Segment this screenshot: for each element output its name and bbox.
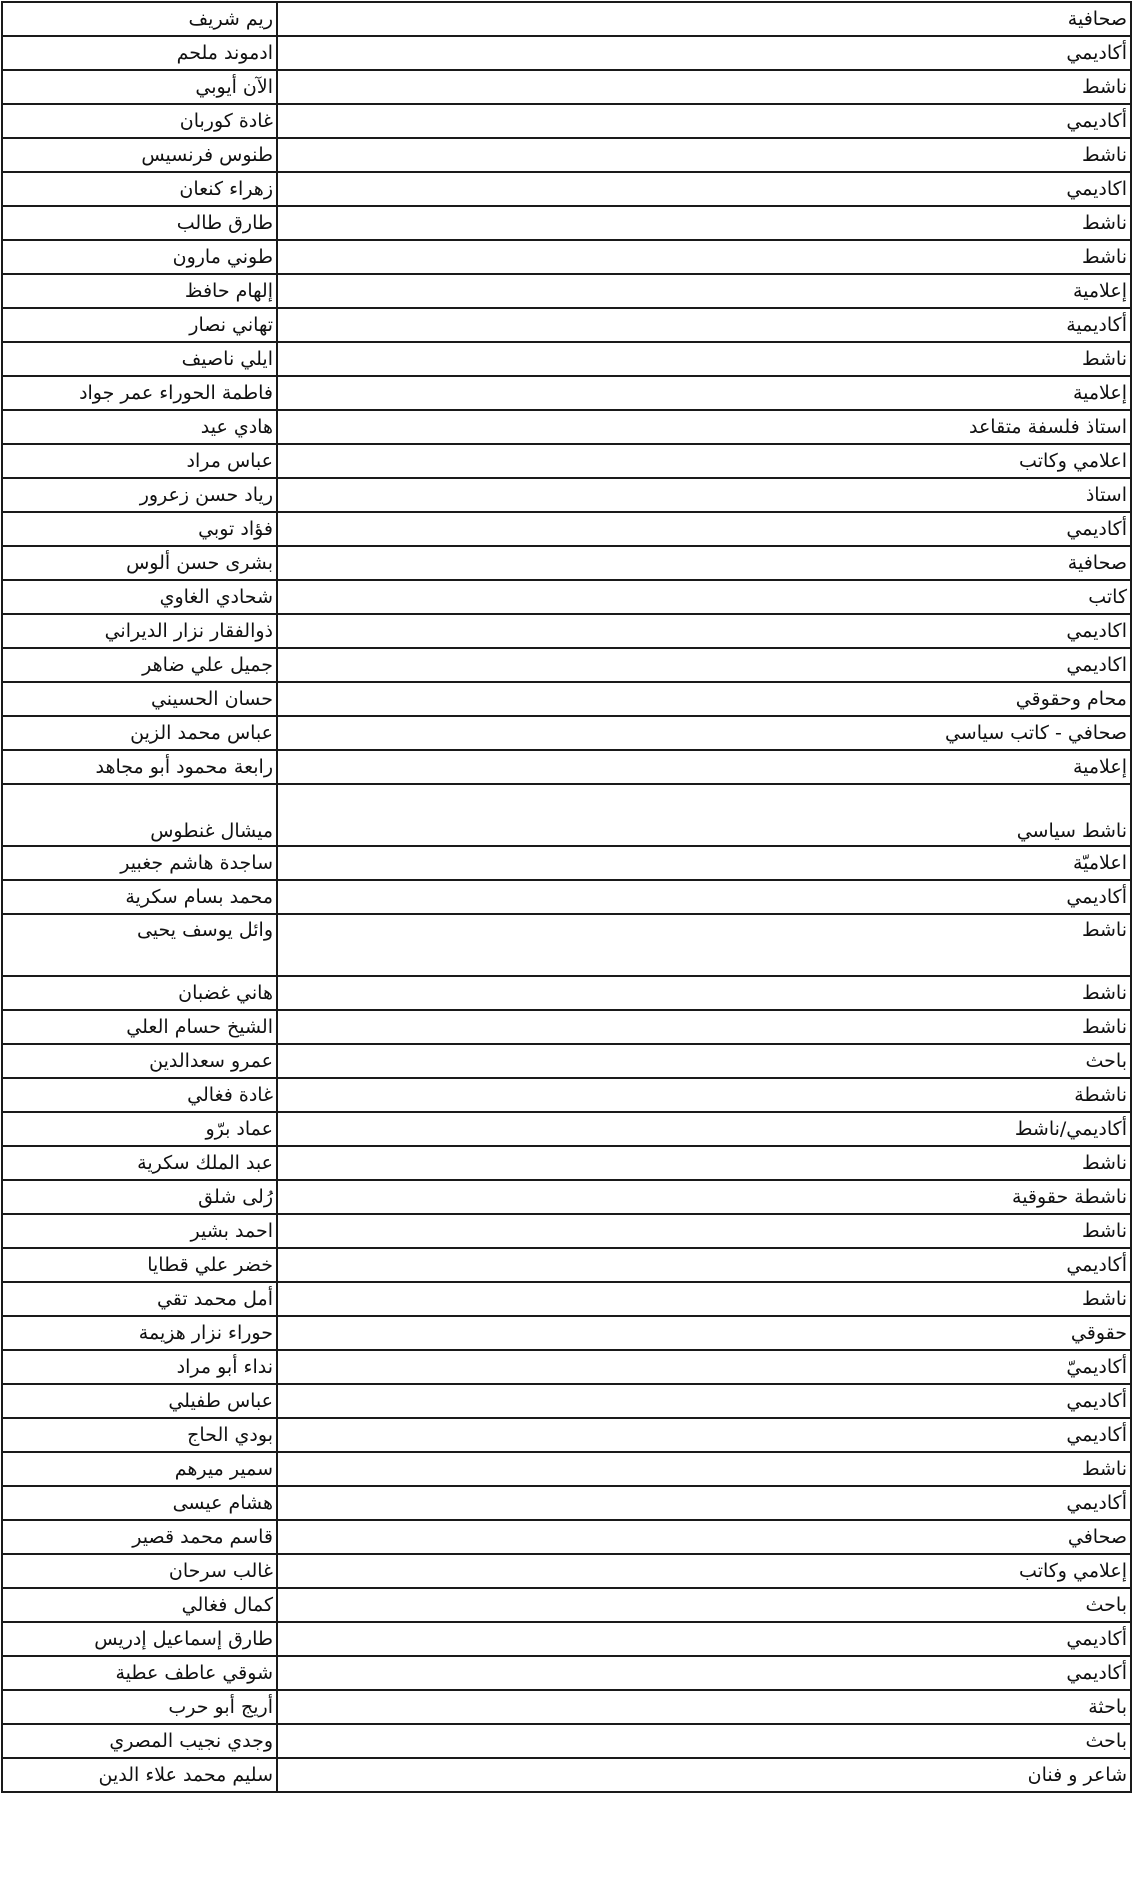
role-cell[interactable]: أكاديمي	[277, 36, 1131, 70]
table-row	[2, 1588, 1131, 1622]
name-cell[interactable]: الشيخ حسام العلي	[2, 1010, 277, 1044]
name-cell[interactable]: عماد برّو	[2, 1112, 277, 1146]
role-cell[interactable]: أكاديمي	[277, 1486, 1131, 1520]
name-cell[interactable]: خضر علي قطايا	[2, 1248, 277, 1282]
name-cell[interactable]: شحادي الغاوي	[2, 580, 277, 614]
table-row	[2, 1282, 1131, 1316]
role-cell[interactable]: ناشط	[277, 240, 1131, 274]
table-row	[2, 1418, 1131, 1452]
name-cell[interactable]: عباس محمد الزين	[2, 716, 277, 750]
role-cell[interactable]: ناشط	[277, 342, 1131, 376]
table-row	[2, 376, 1131, 410]
role-cell[interactable]: أكاديمي	[277, 104, 1131, 138]
name-cell[interactable]: رُلى شلق	[2, 1180, 277, 1214]
name-cell[interactable]: غادة كوربان	[2, 104, 277, 138]
role-cell[interactable]: أكاديمي	[277, 1656, 1131, 1690]
table-row	[2, 240, 1131, 274]
table-row	[2, 1316, 1131, 1350]
table-row	[2, 750, 1131, 784]
name-cell[interactable]: سمير ميرهم	[2, 1452, 277, 1486]
name-cell[interactable]: احمد بشير	[2, 1214, 277, 1248]
role-cell[interactable]: ناشط	[277, 1010, 1131, 1044]
table-row	[2, 546, 1131, 580]
name-cell[interactable]: بشرى حسن ألوس	[2, 546, 277, 580]
table-row	[2, 138, 1131, 172]
role-cell[interactable]: ناشط	[277, 206, 1131, 240]
table-row	[2, 1486, 1131, 1520]
table-row	[2, 682, 1131, 716]
name-cell[interactable]: الآن أيوبي	[2, 70, 277, 104]
table-row	[2, 1656, 1131, 1690]
name-cell[interactable]: طنوس فرنسيس	[2, 138, 277, 172]
table-row	[2, 648, 1131, 682]
name-cell[interactable]: ساجدة هاشم جغبير	[2, 846, 277, 880]
role-cell[interactable]: كاتب	[277, 580, 1131, 614]
role-cell[interactable]: ناشط	[277, 1282, 1131, 1316]
table-row	[2, 1180, 1131, 1214]
table-row	[2, 444, 1131, 478]
name-cell[interactable]: ميشال غنطوس	[2, 784, 277, 846]
role-cell[interactable]: أكاديمي	[277, 880, 1131, 914]
table-row	[2, 1248, 1131, 1282]
role-cell[interactable]: ناشط	[277, 70, 1131, 104]
role-cell[interactable]: أكاديميّ	[277, 1350, 1131, 1384]
table-row	[2, 70, 1131, 104]
table-row	[2, 1078, 1131, 1112]
role-cell[interactable]: ناشط	[277, 1452, 1131, 1486]
name-cell[interactable]: غادة فغالي	[2, 1078, 277, 1112]
role-cell[interactable]: ناشطة	[277, 1078, 1131, 1112]
table-row	[2, 1146, 1131, 1180]
table-row	[2, 478, 1131, 512]
name-cell[interactable]: نداء أبو مراد	[2, 1350, 277, 1384]
table-row	[2, 716, 1131, 750]
table-row	[2, 1622, 1131, 1656]
name-cell[interactable]: وائل يوسف يحيى	[2, 914, 277, 976]
name-cell[interactable]: كمال فغالي	[2, 1588, 277, 1622]
name-cell[interactable]: وجدي نجيب المصري	[2, 1724, 277, 1758]
name-cell[interactable]: أريج أبو حرب	[2, 1690, 277, 1724]
role-cell[interactable]: أكاديمي	[277, 1248, 1131, 1282]
name-cell[interactable]: فؤاد توبي	[2, 512, 277, 546]
name-cell[interactable]: طارق إسماعيل إدريس	[2, 1622, 277, 1656]
table-row	[2, 512, 1131, 546]
role-cell[interactable]: إعلامي وكاتب	[277, 1554, 1131, 1588]
role-cell[interactable]: ناشط	[277, 976, 1131, 1010]
name-cell[interactable]: غالب سرحان	[2, 1554, 277, 1588]
table-row	[2, 1554, 1131, 1588]
name-cell[interactable]: ريم شريف	[2, 2, 277, 36]
role-cell[interactable]: باحث	[277, 1588, 1131, 1622]
role-cell[interactable]: باحث	[277, 1724, 1131, 1758]
name-cell[interactable]: طارق طالب	[2, 206, 277, 240]
name-cell[interactable]: رياد حسن زعرور	[2, 478, 277, 512]
table-row	[2, 410, 1131, 444]
name-cell[interactable]: سليم محمد علاء الدين	[2, 1758, 277, 1792]
table-row	[2, 1758, 1131, 1792]
table-row	[2, 1520, 1131, 1554]
role-cell[interactable]: ناشط	[277, 1146, 1131, 1180]
role-cell[interactable]: شاعر و فنان	[277, 1758, 1131, 1792]
table-row	[2, 1384, 1131, 1418]
table-row	[2, 1112, 1131, 1146]
role-cell[interactable]: صحافية	[277, 2, 1131, 36]
role-cell[interactable]: اكاديمي	[277, 172, 1131, 206]
table-row	[2, 1010, 1131, 1044]
name-cell[interactable]: ايلي ناصيف	[2, 342, 277, 376]
role-cell[interactable]: باحثة	[277, 1690, 1131, 1724]
role-cell[interactable]: إعلامية	[277, 376, 1131, 410]
role-cell[interactable]: إعلامية	[277, 750, 1131, 784]
role-cell[interactable]: اعلاميّة	[277, 846, 1131, 880]
name-cell[interactable]: زهراء كنعان	[2, 172, 277, 206]
table-row	[2, 580, 1131, 614]
name-cell[interactable]: أمل محمد تقي	[2, 1282, 277, 1316]
role-cell[interactable]: استاذ	[277, 478, 1131, 512]
name-cell[interactable]: جميل علي ضاهر	[2, 648, 277, 682]
role-cell[interactable]: حقوقي	[277, 1316, 1131, 1350]
name-cell[interactable]: شوقي عاطف عطية	[2, 1656, 277, 1690]
table-row	[2, 36, 1131, 70]
name-cell[interactable]: عبد الملك سكرية	[2, 1146, 277, 1180]
role-cell[interactable]: اكاديمي	[277, 648, 1131, 682]
table-body	[2, 2, 1131, 1792]
role-cell[interactable]: اكاديمي	[277, 614, 1131, 648]
name-cell[interactable]: عباس طفيلي	[2, 1384, 277, 1418]
table-row	[2, 880, 1131, 914]
role-cell[interactable]: ناشط	[277, 1214, 1131, 1248]
name-cell[interactable]: قاسم محمد قصير	[2, 1520, 277, 1554]
name-cell[interactable]: فاطمة الحوراء عمر جواد	[2, 376, 277, 410]
table-row	[2, 1350, 1131, 1384]
table-row	[2, 274, 1131, 308]
name-cell[interactable]: عمرو سعدالدين	[2, 1044, 277, 1078]
role-cell[interactable]: أكاديمي	[277, 512, 1131, 546]
role-cell[interactable]: ناشط سياسي	[277, 784, 1131, 846]
table-row	[2, 1690, 1131, 1724]
table-row	[2, 1724, 1131, 1758]
signatories-table	[1, 1, 1132, 1793]
table-row	[2, 206, 1131, 240]
role-cell[interactable]: أكاديمية	[277, 308, 1131, 342]
table-row	[2, 846, 1131, 880]
name-cell[interactable]: طوني مارون	[2, 240, 277, 274]
role-cell[interactable]: إعلامية	[277, 274, 1131, 308]
name-cell[interactable]: ادموند ملحم	[2, 36, 277, 70]
table-row	[2, 308, 1131, 342]
role-cell[interactable]: ناشط	[277, 138, 1131, 172]
table-row	[2, 342, 1131, 376]
role-cell[interactable]: ناشط	[277, 914, 1131, 976]
table-row	[2, 1452, 1131, 1486]
name-cell[interactable]: بودي الحاج	[2, 1418, 277, 1452]
role-cell[interactable]: أكاديمي	[277, 1622, 1131, 1656]
role-cell[interactable]: استاذ فلسفة متقاعد	[277, 410, 1131, 444]
name-cell[interactable]: هشام عيسى	[2, 1486, 277, 1520]
role-cell[interactable]: محام وحقوقي	[277, 682, 1131, 716]
table-row	[2, 914, 1131, 976]
role-cell[interactable]: صحافي	[277, 1520, 1131, 1554]
table-row	[2, 172, 1131, 206]
role-cell[interactable]: أكاديمي/ناشط	[277, 1112, 1131, 1146]
role-cell[interactable]: ناشطة حقوقية	[277, 1180, 1131, 1214]
name-cell[interactable]: ذوالفقار نزار الديراني	[2, 614, 277, 648]
name-cell[interactable]: عباس مراد	[2, 444, 277, 478]
table-row	[2, 976, 1131, 1010]
role-cell[interactable]: صحافية	[277, 546, 1131, 580]
name-cell[interactable]: تهاني نصار	[2, 308, 277, 342]
table-row	[2, 614, 1131, 648]
table-row	[2, 104, 1131, 138]
role-cell[interactable]: صحافي - كاتب سياسي	[277, 716, 1131, 750]
role-cell[interactable]: أكاديمي	[277, 1384, 1131, 1418]
role-cell[interactable]: باحث	[277, 1044, 1131, 1078]
table-row	[2, 2, 1131, 36]
name-cell[interactable]: حسان الحسيني	[2, 682, 277, 716]
role-cell[interactable]: اعلامي وكاتب	[277, 444, 1131, 478]
name-cell[interactable]: هاني غضبان	[2, 976, 277, 1010]
table-row	[2, 1044, 1131, 1078]
table-row	[2, 1214, 1131, 1248]
name-cell[interactable]: محمد بسام سكرية	[2, 880, 277, 914]
table-row	[2, 784, 1131, 846]
name-cell[interactable]: رابعة محمود أبو مجاهد	[2, 750, 277, 784]
name-cell[interactable]: هادي عيد	[2, 410, 277, 444]
name-cell[interactable]: إلهام حافظ	[2, 274, 277, 308]
name-cell[interactable]: حوراء نزار هزيمة	[2, 1316, 277, 1350]
role-cell[interactable]: أكاديمي	[277, 1418, 1131, 1452]
